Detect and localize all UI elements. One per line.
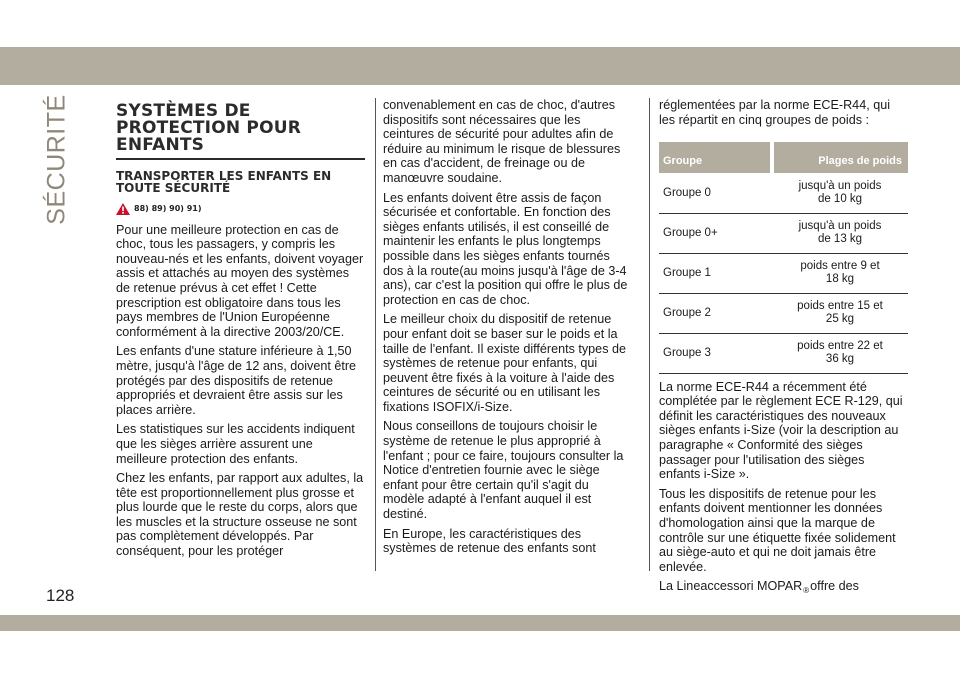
- warning-triangle-icon: [116, 203, 130, 215]
- warning-references: [116, 202, 365, 217]
- header-band: [0, 47, 960, 85]
- paragraph: Tous les dispositifs de retenue pour les enfants doivent mentionner les données d'homologation ainsi que la marque de contrôle sur une étiquette fixée solidement au siège-auto et qui ne doit jamais être enlevée.: [659, 486, 896, 574]
- paragraph: réglementées par la norme ECE-R44, qui les répartit en cinq groupes de poids :: [659, 98, 890, 127]
- weight-range-cell: poids entre 9 et 18 kg: [772, 253, 908, 293]
- page-number: 128: [46, 586, 75, 605]
- paragraph: Les statistiques sur les accidents indiquent que les sièges arrière assurent une meilleure protection des enfants.: [116, 422, 355, 466]
- group-cell: Groupe 0+: [659, 213, 772, 253]
- column-divider: [649, 98, 650, 571]
- paragraph: Les enfants doivent être assis de façon sécurisée et confortable. En fonction des sièges enfants utilisés, il est conseillé de maintenir les enfants le plus longtemps possible dans les sièges enfants tournés dos à la route(au moins jusqu'à l'âge de 3-4 ans), car c'est la position qui offre le plus de protection en cas de choc.: [383, 190, 628, 307]
- weight-range-cell: jusqu'à un poids de 10 kg: [772, 173, 908, 213]
- table-row: [659, 213, 908, 253]
- weight-groups-table: [659, 142, 908, 374]
- title-divider: [116, 158, 365, 160]
- paragraph: Les enfants d'une stature inférieure à 1,50 mètre, jusqu'à l'âge de 12 ans, doivent être protégés par des dispositifs de retenue appropriés et devraient être assis sur les places arrière.: [116, 344, 357, 417]
- paragraph: Chez les enfants, par rapport aux adultes, la tête est proportionnellement plus grosse et plus lourde que le reste du corps, alors que les muscles et la structure osseuse ne sont pas complètement développés. Par conséquent, pour les protéger: [116, 471, 364, 559]
- table-row: [659, 333, 908, 373]
- warning-refs-text: 88) 89) 90) 91): [134, 204, 202, 213]
- column-header-weight-range: Plages de poids: [772, 142, 908, 173]
- paragraph: Nous conseillons de toujours choisir le système de retenue le plus approprié à l'enfant ; pour ce faire, toujours consulter la Notice d'entretien fournie avec le siège enfant pour être certain qu'il s'agit du modèle adapté à l'enfant auquel il est destiné.: [383, 419, 624, 522]
- paragraph: En Europe, les caractéristiques des systèmes de retenue des enfants sont: [383, 526, 596, 556]
- column-1: [116, 98, 365, 564]
- weight-range-cell: poids entre 15 et 25 kg: [772, 293, 908, 333]
- column-3: [659, 98, 908, 604]
- weight-range-cell: poids entre 22 et 36 kg: [772, 333, 908, 373]
- weight-range-cell: jusqu'à un poids de 13 kg: [772, 213, 908, 253]
- paragraph: La norme ECE-R44 a récemment été complétée par le règlement ECE R-129, qui définit les caractéristiques des nouveaux sièges enfants i-Size (voir la description au paragraphe « Conformité des sièges passager pour l'utilisation des sièges enfants i-Size ».: [659, 379, 903, 482]
- footer-band: [0, 615, 960, 631]
- paragraph: La Lineaccessori MOPAR®offre des: [659, 579, 908, 599]
- table-header-row: [659, 142, 908, 173]
- registered-mark: ®: [803, 586, 810, 596]
- group-cell: Groupe 3: [659, 333, 772, 373]
- table-row: [659, 253, 908, 293]
- section-tab-label: SÉCURITÉ: [42, 93, 71, 225]
- section-subtitle: TRANSPORTER LES ENFANTS EN TOUTE SÉCURITÉ: [116, 169, 332, 195]
- column-header-group: Groupe: [659, 142, 772, 173]
- paragraph: Pour une meilleure protection en cas de choc, tous les passagers, y compris les nouveau-nés et les enfants, doivent voyager assis et attachés au moyen des systèmes de retenue prévus à cet effet ! Cette prescription est obligatoire dans tous les pays membres de l'Union Européenne conformément à la directive 2003/20/CE.: [116, 222, 364, 339]
- section-tab: [32, 93, 82, 225]
- group-cell: Groupe 1: [659, 253, 772, 293]
- group-cell: Groupe 2: [659, 293, 772, 333]
- group-cell: Groupe 0: [659, 173, 772, 213]
- column-divider: [375, 98, 376, 571]
- table-row: [659, 173, 908, 213]
- table-row: [659, 293, 908, 333]
- paragraph: Le meilleur choix du dispositif de retenue pour enfant doit se baser sur le poids et la taille de l'enfant. Il existe différents types de systèmes de retenue pour enfants, qui peuvent être fixés à la voiture à l'aide des ceintures de sécurité ou en utilisant les fixations ISOFIX/i-Size.: [383, 312, 626, 414]
- page-title: SYSTÈMES DE PROTECTION POUR ENFANTS: [116, 101, 302, 155]
- paragraph: convenablement en cas de choc, d'autres dispositifs sont nécessaires que les ceintures de sécurité pour adultes afin de réduire au minimum le risque de blessures en cas d'accident, de freinage ou de manœuvre soudaine.: [383, 98, 621, 185]
- column-2: [383, 98, 632, 561]
